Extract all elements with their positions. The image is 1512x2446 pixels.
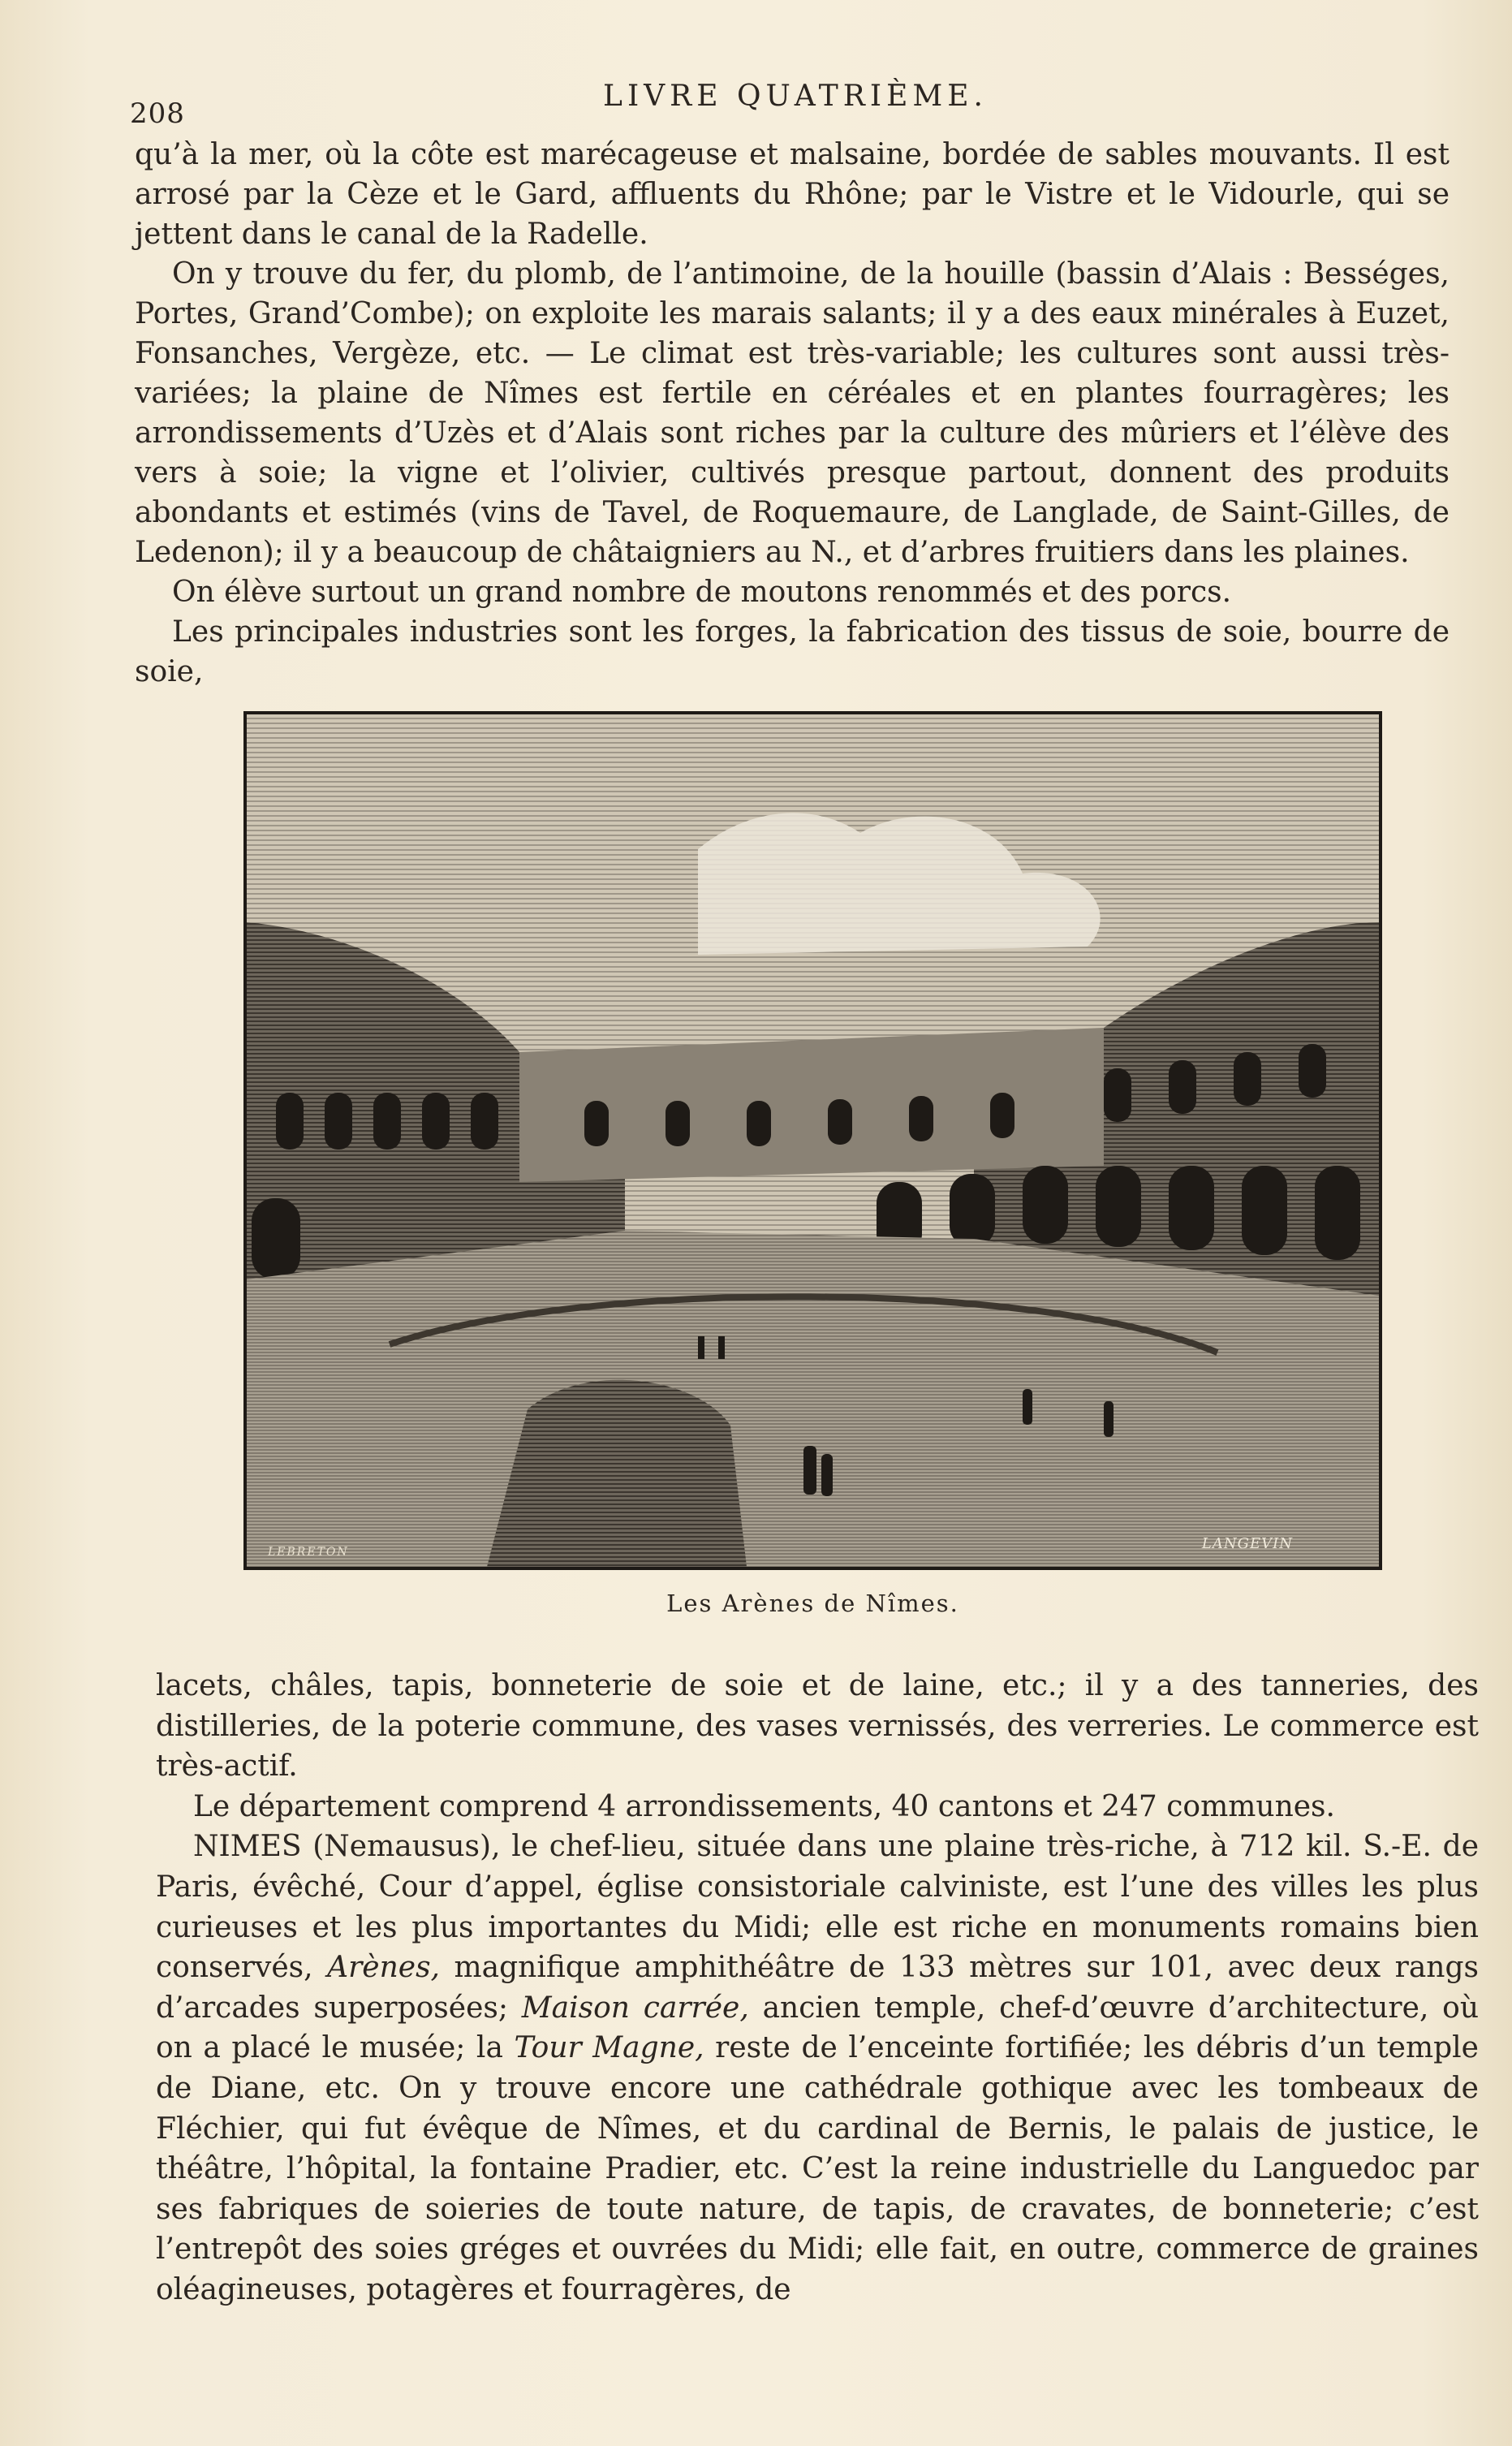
page-number: 208 [130,97,185,130]
nimes-text-c: ancien temple, chef-d’œuvre d’architecture, où on a placé le musée; la [156,1991,1480,2065]
paragraph-commerce: lacets, châles, tapis, bonneterie de soie et de laine, etc.; il y a des tanneries, des distilleries, de la poterie commune, des vases vernissés, des verreries. Le commerce est très-actif. [156,1669,1479,1784]
paragraph-sea-rivers: qu’à la mer, où la côte est marécageuse et malsaine, bordée de sables mouvants. Il est arrosé par la Cèze et le Gard, affluents du Rhône; par le Vistre et le Vidourle, qui se jettent dans le canal de la Radelle. [135,138,1450,251]
arena-floor [247,1231,1379,1567]
far-wall [519,1028,1104,1182]
nimes-maison-carree: Maison carrée, [521,1991,749,2025]
nimes-tour-magne: Tour Magne, [514,2031,704,2065]
paragraph-nimes [156,1827,1479,2310]
caption-text: Les Arènes de Nîmes. [666,1590,959,1617]
paragraph-resources: On y trouve du fer, du plomb, de l’antimoine, de la houille (bassin d’Alais : Bességes, Portes, Grand’Combe); on exploite les marais salants; il y a des eaux minérales à Euzet, Fonsanches, Vergèze, etc. — Le climat est très-variable; les cultures sont aussi très-variées; la plaine de Nîmes est fertile en céréales et en plantes fourragères; les arrondissements d’Uzès et d’Alais sont riches par la culture des mûriers et l’élève des vers à soie; la vigne et l’olivier, cultivés presque partout, donnent des produits abondants et estimés (vins de Tavel, de Roquemaure, de Langlade, de Saint-Gilles, de Ledenon); il y a beaucoup de châtaigniers au N., et d’arbres fruitiers dans les plaines. [135,257,1450,569]
top-text-block [135,135,1450,692]
paragraph-department: Le département comprend 4 arrondissements, 40 cantons et 247 communes. [193,1789,1335,1823]
nimes-arenes: Arènes, [327,1951,440,1985]
paragraph-industries: Les principales industries sont les forges, la fabrication des tissus de soie, bourre de soie, [135,615,1450,688]
engraver-signature-left: LEBRETON [268,1546,349,1559]
book-title: LIVRE QUATRIÈME. [603,80,988,113]
bottom-text-block [156,1666,1479,2310]
nimes-text-d: reste de l’enceinte fortifiée; les débris d’un temple de Diane, etc. On y trouve encore une cathédrale gothique avec les tombeaux de Fléchier, qui fut évêque de Nîmes, et du cardinal de Bernis, le palais de justice, le théâtre, l’hôpital, la fontaine Pradier, etc. C’est la reine industrielle du Languedoc par ses fabriques de soieries de toute nature, de tapis, de cravates, de bonneterie; c’est l’entrepôt des soies gréges et ouvrées du Midi; elle fait, en outre, commerce de graines oléagineuses, potagères et fourragères, de [156,2031,1479,2306]
nimes-text-b: magnifique amphithéâtre de 133 mètres sur 101, avec deux rangs d’arcades superposées; [156,1951,1480,2025]
engraver-signature-right: LANGEVIN [1201,1535,1293,1552]
arenes-engraving [243,711,1382,1570]
running-head [130,75,1461,130]
nimes-text-a: NIMES (Nemausus), le chef-lieu, située dans une plaine très-riche, à 712 kil. S.-E. de Paris, évêché, Cour d’appel, église consistoriale calviniste, est l’une des villes les plus curieuses et les plus importantes du Midi; elle est riche en monuments romains bien conservés, [156,1830,1479,1985]
paragraph-livestock: On élève surtout un grand nombre de moutons renommés et des porcs. [172,576,1232,609]
figure-caption [243,1590,1382,1617]
engraving-figure [243,711,1382,1570]
